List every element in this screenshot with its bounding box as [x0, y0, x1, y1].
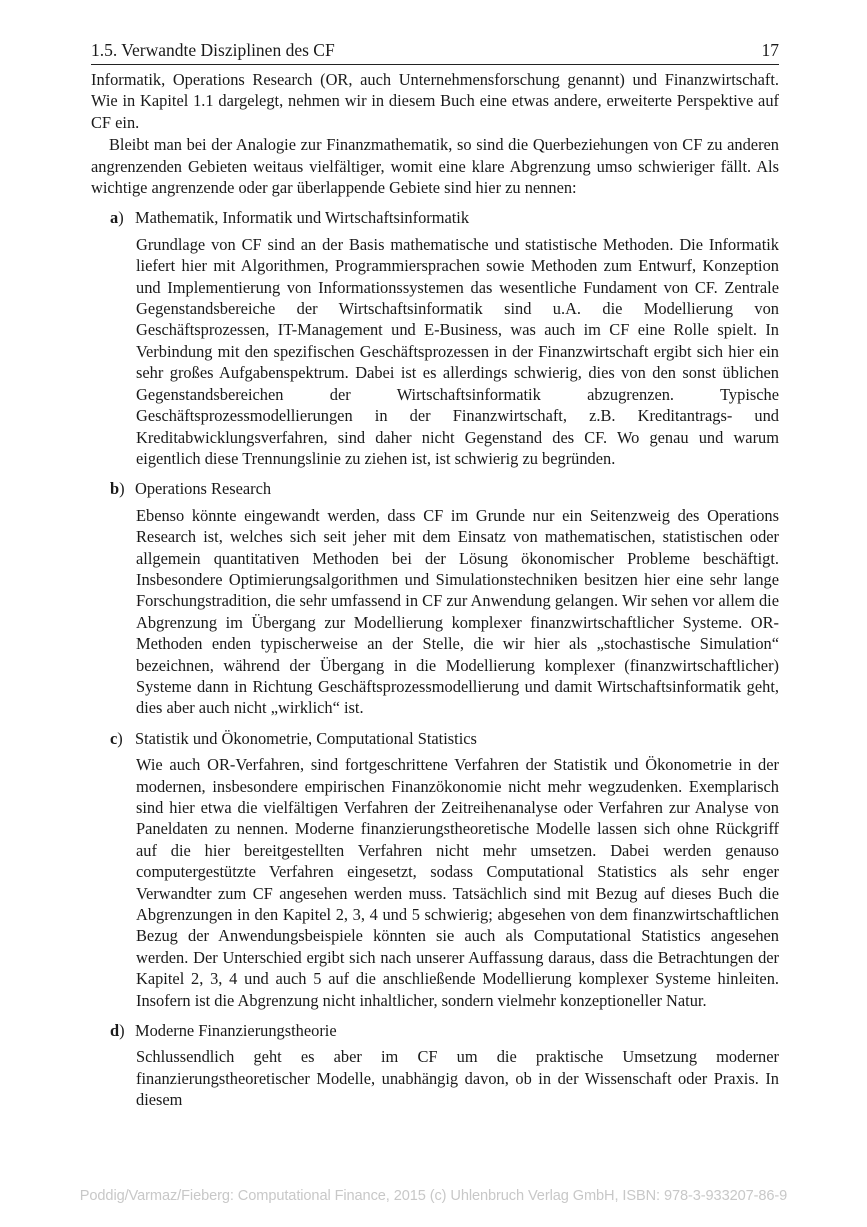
page-number: 17	[761, 40, 779, 60]
paragraph: Bleibt man bei der Analogie zur Finanzmathematik, so sind die Querbeziehungen von CF zu anderen angrenzenden Gebieten weitaus vielfältiger, womit eine klare Abgrenzung umso schwieriger fällt. Als wichtige angrenzende oder gar überlappende Gebiete sind hier zu nennen:	[91, 135, 779, 198]
list-item-body: Ebenso könnte eingewandt werden, dass CF im Grunde nur ein Seitenzweig des Operations Research ist, welches sich seit jeher mit dem Einsatz von mathematischen, statistischen oder allgemein quantitativen Methoden bei der Lösung ökonomischer Probleme beschäftigt. Insbesondere Optimierungsalgorithmen und Simulationstechniken besitzen hier eine sehr lange Forschungstradition, die sehr umfassend in CF zur Anwendung gelangen. Wir sehen vor allem die Abgrenzung im Übergang zur Modellierung komplexer finanzwirtschaftlicher Systeme. OR-Methoden enden typischerweise an der Stelle, die wir hier als „stochastische Simulation“ bezeichnen, während der Übergang in die Modellierung komplexer (finanzwirtschaftlicher) Systeme dann in Richtung Geschäftsprozessmodellierung und damit Wirtschaftsinformatik geht, dies aber auch nicht „wirklich“ ist.	[136, 505, 779, 718]
section-title: 1.5. Verwandte Disziplinen des CF	[91, 40, 335, 60]
list-item-title: Moderne Finanzierungstheorie	[135, 1021, 337, 1041]
list-item-letter: b	[110, 479, 120, 499]
list-item-body: Grundlage von CF sind an der Basis mathematische und statistische Methoden. Die Informatik liefert hier mit Algorithmen, Programmiersprachen sowie Methoden zum Entwurf, Konzeption und Implementierung von Informationssystemen das wesentliche Fundament von CF. Zentrale Gegenstandsbereiche der Wirtschaftsinformatik sind u.A. die Modellierung von Geschäftsprozessen, IT-Management und E-Business, was auch im CF eine Rolle spielt. In Verbindung mit den spezifischen Geschäftsprozessen in der Finanzwirtschaft ergibt sich hier ein sehr großes Aufgabenspektrum. Dabei ist es allerdings schwierig, dies von den sonst üblichen Gegenstandsbereichen der Wirtschaftsinformatik abzugrenzen. Typische Geschäftsprozessmodellierungen in der Finanzwirtschaft, z.B. Kreditantrags- und Kreditabwicklungsverfahren, sind daher nicht Gegenstand des CF. Wo genau und warum eigentlich diese Trennungslinie zu ziehen ist, ist schwierig zu begründen.	[136, 234, 779, 468]
list-item: b) Operations Research Ebenso könnte eingewandt werden, dass CF im Grunde nur ein Seitenzweig des Operations Research ist, welches sich seit jeher mit dem Einsatz von mathematischen, statistischen oder allgemein quantitativen Methoden bei der Lösung ökonomischer Probleme beschäftigt. Insbesondere Optimierungsalgorithmen und Simulationstechniken besitzen hier eine sehr lange Forschungstradition, die sehr umfassend in CF zur Anwendung gelangen. Wir sehen vor allem die Abgrenzung im Übergang zur Modellierung komplexer finanzwirtschaftlicher Systeme. OR-Methoden enden typischerweise an der Stelle, die wir hier als „stochastische Simulation“ bezeichnen, während der Übergang in die Modellierung komplexer (finanzwirtschaftlicher) Systeme dann in Richtung Geschäftsprozessmodellierung und damit Wirtschaftsinformatik geht, dies aber auch nicht „wirklich“ ist.	[110, 479, 779, 718]
page-body	[91, 69, 779, 1111]
list-item-letter: c	[110, 728, 118, 748]
paragraph: Informatik, Operations Research (OR, auch Unternehmensforschung genannt) und Finanzwirtschaft. Wie in Kapitel 1.1 dargelegt, nehmen wir in diesem Buch eine etwas andere, erweiterte Perspektive auf CF ein.	[91, 70, 779, 132]
copyright-watermark: Poddig/Varmaz/Fieberg: Computational Finance, 2015 (c) Uhlenbruch Verlag GmbH, ISBN: 978-3-933207-86-9	[79, 1188, 788, 1204]
list-item-body: Wie auch OR-Verfahren, sind fortgeschrittene Verfahren der Statistik und Ökonometrie in der modernen, insbesondere empirischen Finanzökonomie nicht mehr wegzudenken. Exemplarisch sind hier etwa die vielfältigen Verfahren der Zeitreihenanalyse oder Verfahren zur Analyse von Paneldaten zu nennen. Moderne finanzierungstheoretische Modelle lassen sich ohne Rückgriff auf die hier bereitgestellten Verfahren nicht mehr umsetzen. Dabei werden genauso computergestützte Verfahren eingesetzt, sodass Computational Statistics als sehr enger Verwandter zum CF angesehen werden muss. Tatsächlich sind mit Bezug auf dieses Buch die Abgrenzungen in den Kapitel 2, 3, 4 und 5 schwierig; abgesehen von dem finanzwirtschaftlichen Bezug der Anwendungsbeispiele könnten sie auch als Computational Statistics angesehen werden. Der Unterschied ergibt sich nach unserer Auffassung daraus, dass die Betrachtungen der Kapitel 2, 3, 4 und auch 5 auf die anschließende Modellierung komplexer Systeme hinleiten. Insofern ist die Abgrenzung nicht inhaltlicher, sondern vielmehr konzeptioneller Natur.	[136, 755, 779, 1010]
list-item-body: Schlussendlich geht es aber im CF um die praktische Umsetzung moderner finanzierungstheoretischer Modelle, unabhängig davon, ob in der Wissenschaft oder Praxis. In diesem	[136, 1047, 779, 1110]
list-item-title: Operations Research	[135, 479, 272, 499]
list-item-letter: a	[110, 208, 119, 228]
list-item: c) Statistik und Ökonometrie, Computational Statistics Wie auch OR-Verfahren, sind fortgeschrittene Verfahren der Statistik und Ökonometrie in der modernen, insbesondere empirischen Finanzökonomie nicht mehr wegzudenken. Exemplarisch sind hier etwa die vielfältigen Verfahren der Zeitreihenanalyse oder Verfahren zur Analyse von Paneldaten zu nennen. Moderne finanzierungstheoretische Modelle lassen sich ohne Rückgriff auf die hier bereitgestellten Verfahren nicht mehr umsetzen. Dabei werden genauso computergestützte Verfahren eingesetzt, sodass Computational Statistics als sehr enger Verwandter zum CF angesehen werden muss. Tatsächlich sind mit Bezug auf dieses Buch die Abgrenzungen in den Kapitel 2, 3, 4 und 5 schwierig; abgesehen von dem finanzwirtschaftlichen Bezug der Anwendungsbeispiele könnten sie auch als Computational Statistics angesehen werden. Der Unterschied ergibt sich nach unserer Auffassung daraus, dass die Betrachtungen der Kapitel 2, 3, 4 und auch 5 auf die anschließende Modellierung komplexer Systeme hinleiten. Insofern ist die Abgrenzung nicht inhaltlicher, sondern vielmehr konzeptioneller Natur.	[110, 728, 779, 1010]
list-item: d) Moderne Finanzierungstheorie Schlussendlich geht es aber im CF um die praktische Umsetzung moderner finanzierungstheoretischer Modelle, unabhängig davon, ob in der Wissenschaft oder Praxis. In diesem	[110, 1021, 779, 1110]
list-item: a) Mathematik, Informatik und Wirtschaftsinformatik Grundlage von CF sind an der Basis mathematische und statistische Methoden. Die Informatik liefert hier mit Algorithmen, Programmiersprachen sowie Methoden zum Entwurf, Konzeption und Implementierung von Informationssystemen das wesentliche Fundament von CF. Zentrale Gegenstandsbereiche der Wirtschaftsinformatik sind u.A. die Modellierung von Geschäftsprozessen, IT-Management und E-Business, was auch im CF eine Rolle spielt. In Verbindung mit den spezifischen Geschäftsprozessen in der Finanzwirtschaft ergibt sich hier ein sehr großes Aufgabenspektrum. Dabei ist es allerdings schwierig, dies von den sonst üblichen Gegenstandsbereichen der Wirtschaftsinformatik abzugrenzen. Typische Geschäftsprozessmodellierungen in der Finanzwirtschaft, z.B. Kreditantrags- und Kreditabwicklungsverfahren, sind daher nicht Gegenstand des CF. Wo genau und warum eigentlich diese Trennungslinie zu ziehen ist, ist schwierig zu begründen.	[110, 208, 779, 468]
list-item-title: Mathematik, Informatik und Wirtschaftsinformatik	[135, 208, 470, 228]
list-item-letter: d	[110, 1021, 120, 1041]
running-header	[91, 40, 779, 65]
list-item-title: Statistik und Ökonometrie, Computational Statistics	[135, 728, 477, 748]
